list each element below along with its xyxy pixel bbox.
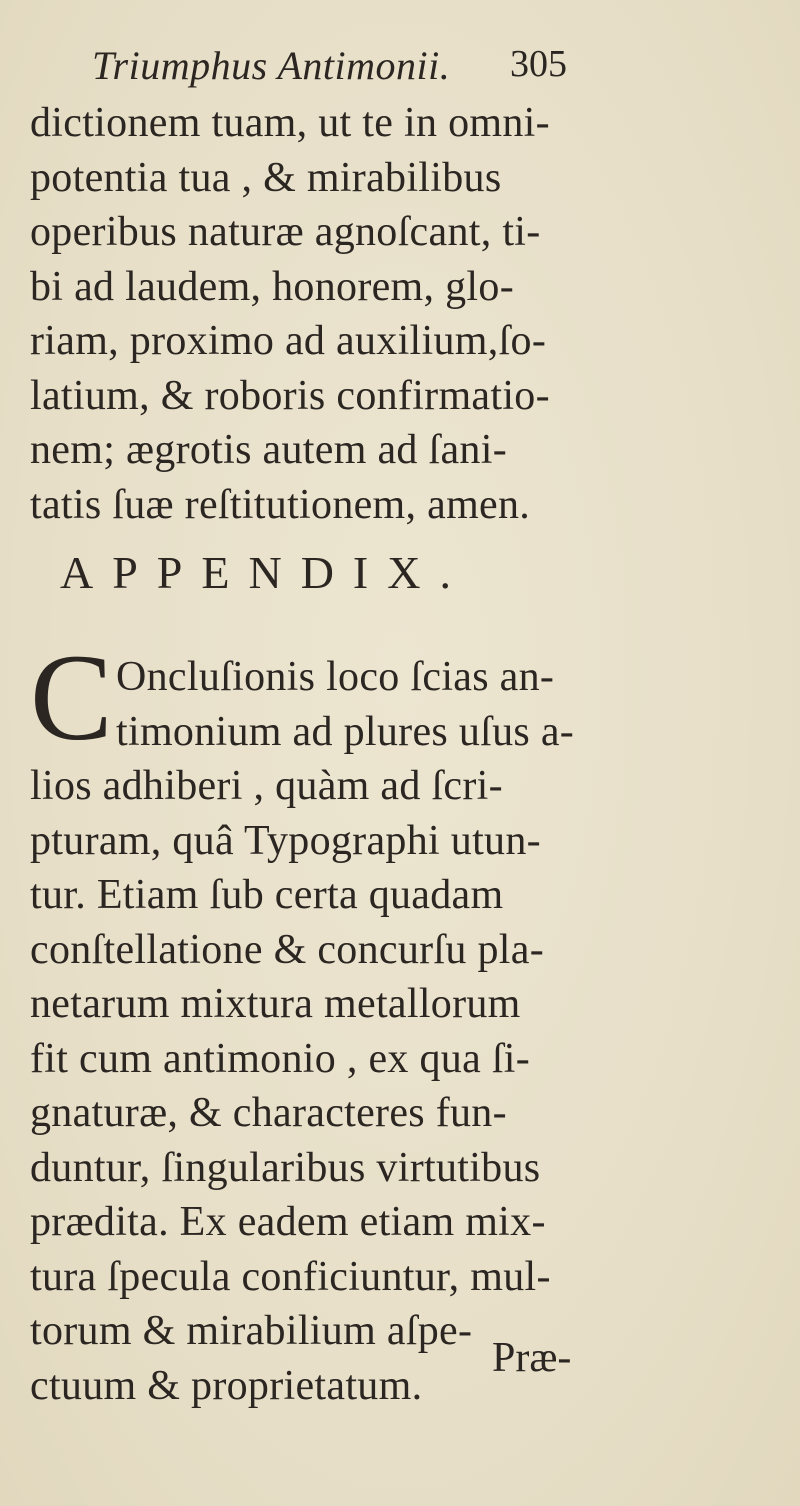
appendix-paragraph: [30, 629, 630, 1413]
text-line: timonium ad plures uſus a-: [116, 708, 575, 755]
running-title: Triumphus Antimonii.: [92, 43, 451, 88]
text-line: netarum mixtura metallorum: [30, 981, 521, 1027]
appendix-heading: APPENDIX.: [60, 547, 470, 598]
text-line: dictionem tuam, ut te in omni-: [30, 100, 550, 146]
page-number: 305: [510, 43, 567, 85]
page-header: [0, 36, 800, 96]
text-line: duntur, ſingularibus virtutibus: [30, 1144, 541, 1191]
text-line: pturam, quâ Typographi utun-: [30, 817, 541, 864]
text-line: Oncluſionis loco ſcias an-: [116, 654, 555, 700]
text-line: conſtellatione & concurſu pla-: [30, 926, 544, 973]
text-line: tur. Etiam ſub certa quadam: [30, 872, 504, 918]
text-line: lios adhiberi , quàm ad ſcri-: [30, 763, 503, 809]
prayer-paragraph: [30, 96, 630, 532]
catchword: Præ-: [492, 1335, 572, 1381]
drop-cap: C: [30, 629, 113, 766]
text-line: torum & mirabilium aſpe-: [30, 1308, 473, 1354]
text-line: riam, proximo ad auxilium,ſo-: [30, 318, 547, 364]
text-line: bi ad laudem, honorem, glo-: [30, 263, 514, 310]
text-line: gnaturæ, & characteres fun-: [30, 1090, 507, 1136]
text-line: operibus naturæ agnoſcant, ti-: [30, 209, 541, 255]
text-line: nem; ægrotis autem ad ſani-: [30, 427, 507, 473]
text-line: tura ſpecula conficiuntur, mul-: [30, 1253, 551, 1300]
text-line: fit cum antimonio , ex qua ſi-: [30, 1035, 531, 1082]
text-line: tatis ſuæ reſtitutionem, amen.: [30, 481, 531, 528]
text-line: latium, & roboris confirmatio-: [30, 372, 550, 419]
text-line: prædita. Ex eadem etiam mix-: [30, 1199, 546, 1245]
text-line: ctuum & proprietatum.: [30, 1362, 423, 1409]
text-line: potentia tua , & mirabilibus: [30, 154, 502, 201]
